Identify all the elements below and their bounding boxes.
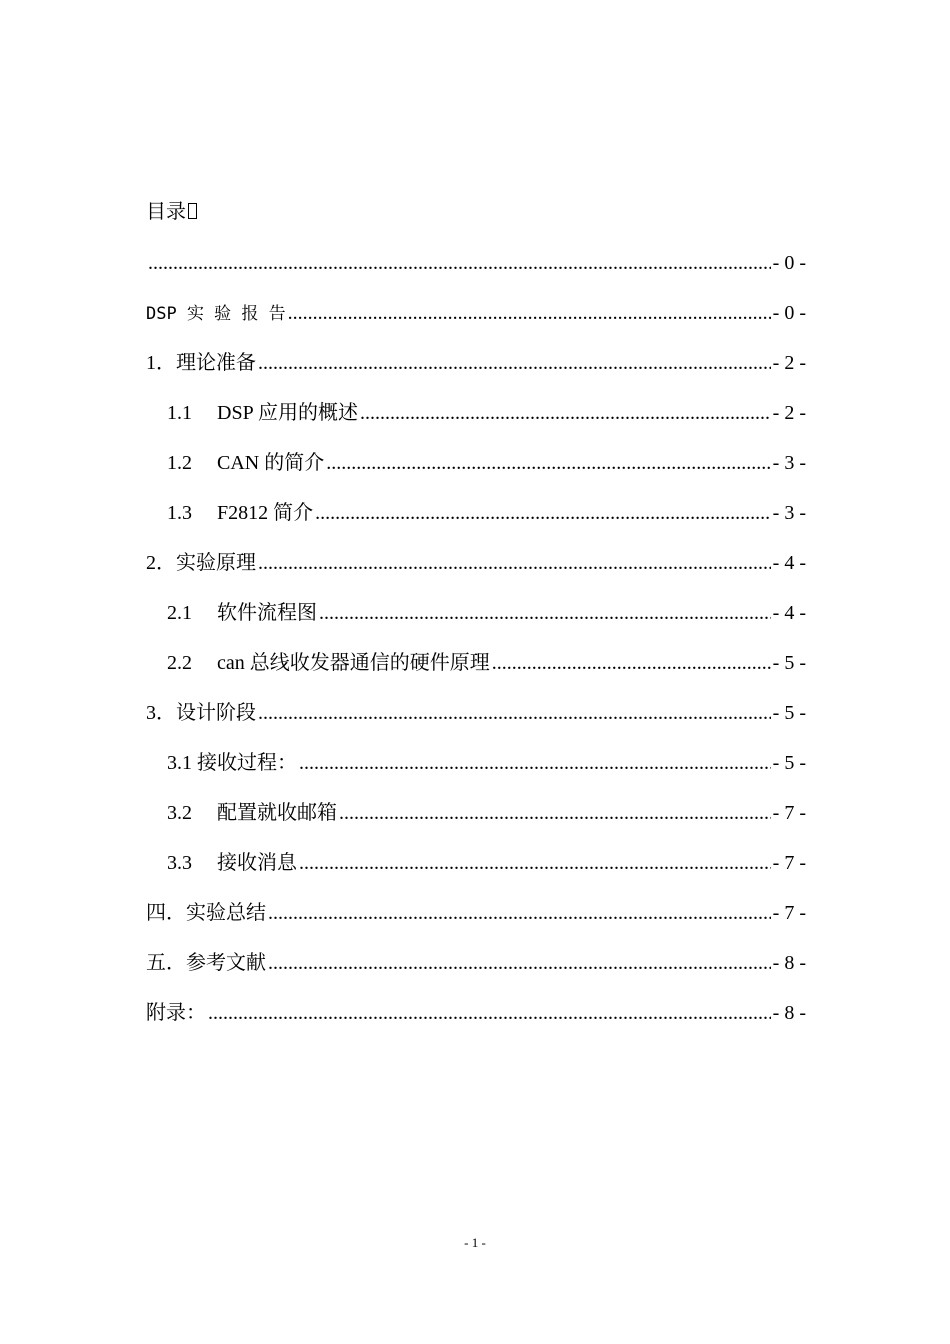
toc-title [146, 197, 197, 227]
toc-page-ref: - 5 - [772, 652, 806, 674]
toc-entry-label: 接收消息 [217, 852, 297, 874]
toc-entry-label: DSP 应用的概述 [217, 402, 358, 424]
toc-entry-number: 2.2 [167, 652, 192, 674]
toc-entry-text: 五．参考文献 [146, 952, 266, 974]
toc-entry-label: DSP 实 验 报 告 [146, 304, 286, 324]
dot-leader [319, 598, 771, 628]
toc-entry-text [167, 448, 324, 478]
toc-entry[interactable] [146, 298, 806, 348]
toc-page-ref: - 8 - [772, 952, 806, 974]
toc-entry[interactable] [146, 398, 806, 448]
toc-entry-text [167, 498, 313, 528]
dot-leader [326, 448, 770, 478]
toc-entry[interactable] [146, 798, 806, 848]
toc-entry-label: CAN 的简介 [217, 452, 325, 474]
toc-page-ref: - 3 - [772, 502, 806, 524]
toc-entry[interactable] [146, 898, 806, 948]
toc-page-ref: - 2 - [772, 352, 806, 374]
table-of-contents [146, 248, 806, 1048]
toc-entry[interactable] [146, 698, 806, 748]
toc-page-ref: - 7 - [772, 902, 806, 924]
toc-entry[interactable] [146, 598, 806, 648]
toc-entry[interactable] [146, 348, 806, 398]
toc-entry-text [146, 298, 286, 329]
toc-entry[interactable] [146, 248, 806, 298]
toc-entry-number: 3.3 [167, 852, 192, 874]
toc-entry-number: 1.3 [167, 502, 192, 524]
toc-entry-label: 软件流程图 [217, 602, 317, 624]
toc-entry-label: F2812 简介 [217, 502, 314, 524]
toc-entry[interactable] [146, 648, 806, 698]
toc-entry[interactable] [146, 748, 806, 798]
toc-page-ref: - 7 - [772, 802, 806, 824]
toc-page-ref: - 4 - [772, 602, 806, 624]
toc-entry-text: 3.1 接收过程： [167, 752, 297, 774]
toc-entry-label: 配置就收邮箱 [217, 802, 337, 824]
toc-entry-text: 1．理论准备 [146, 352, 256, 374]
toc-entry-number: 2.1 [167, 602, 192, 624]
dot-leader [315, 498, 771, 528]
toc-entry[interactable] [146, 498, 806, 548]
toc-entry-number: 1.1 [167, 402, 192, 424]
toc-page-ref: - 7 - [772, 852, 806, 874]
dot-leader [208, 998, 771, 1028]
dot-leader [258, 548, 771, 578]
page-number: - 1 - [464, 1235, 486, 1250]
toc-page-ref: - 2 - [772, 402, 806, 424]
toc-entry[interactable] [146, 448, 806, 498]
dot-leader [299, 748, 771, 778]
toc-page-ref: - 8 - [772, 1002, 806, 1024]
toc-entry-text: 2．实验原理 [146, 552, 256, 574]
toc-entry-text [167, 598, 317, 628]
toc-entry-text [167, 848, 297, 878]
toc-entry-number: 1.2 [167, 452, 192, 474]
dot-leader [339, 798, 771, 828]
toc-page-ref: - 0 - [772, 252, 806, 274]
dot-leader [258, 348, 771, 378]
toc-page-ref: - 0 - [772, 302, 806, 324]
toc-entry-text: 附录： [146, 1002, 206, 1024]
dot-leader [148, 248, 771, 278]
toc-entry-text [167, 798, 337, 828]
toc-page-ref: - 5 - [772, 702, 806, 724]
dot-leader [360, 398, 771, 428]
dot-leader [268, 898, 771, 928]
missing-glyph-icon [188, 203, 197, 219]
toc-entry-number: 3.2 [167, 802, 192, 824]
toc-entry[interactable] [146, 548, 806, 598]
toc-entry-text: 四．实验总结 [146, 902, 266, 924]
toc-page-ref: - 5 - [772, 752, 806, 774]
toc-entry-text: 3．设计阶段 [146, 702, 256, 724]
toc-title-text: 目录 [146, 201, 186, 223]
toc-entry-text [167, 648, 490, 678]
toc-entry[interactable] [146, 998, 806, 1048]
dot-leader [258, 698, 771, 728]
dot-leader [268, 948, 771, 978]
toc-entry-text [167, 398, 358, 428]
toc-entry[interactable] [146, 848, 806, 898]
toc-page-ref: - 4 - [772, 552, 806, 574]
dot-leader [492, 648, 771, 678]
toc-entry-label: can 总线收发器通信的硬件原理 [217, 652, 490, 674]
page-footer [0, 1234, 950, 1252]
dot-leader [288, 298, 771, 328]
dot-leader [299, 848, 771, 878]
toc-entry[interactable] [146, 948, 806, 998]
toc-page-ref: - 3 - [772, 452, 806, 474]
